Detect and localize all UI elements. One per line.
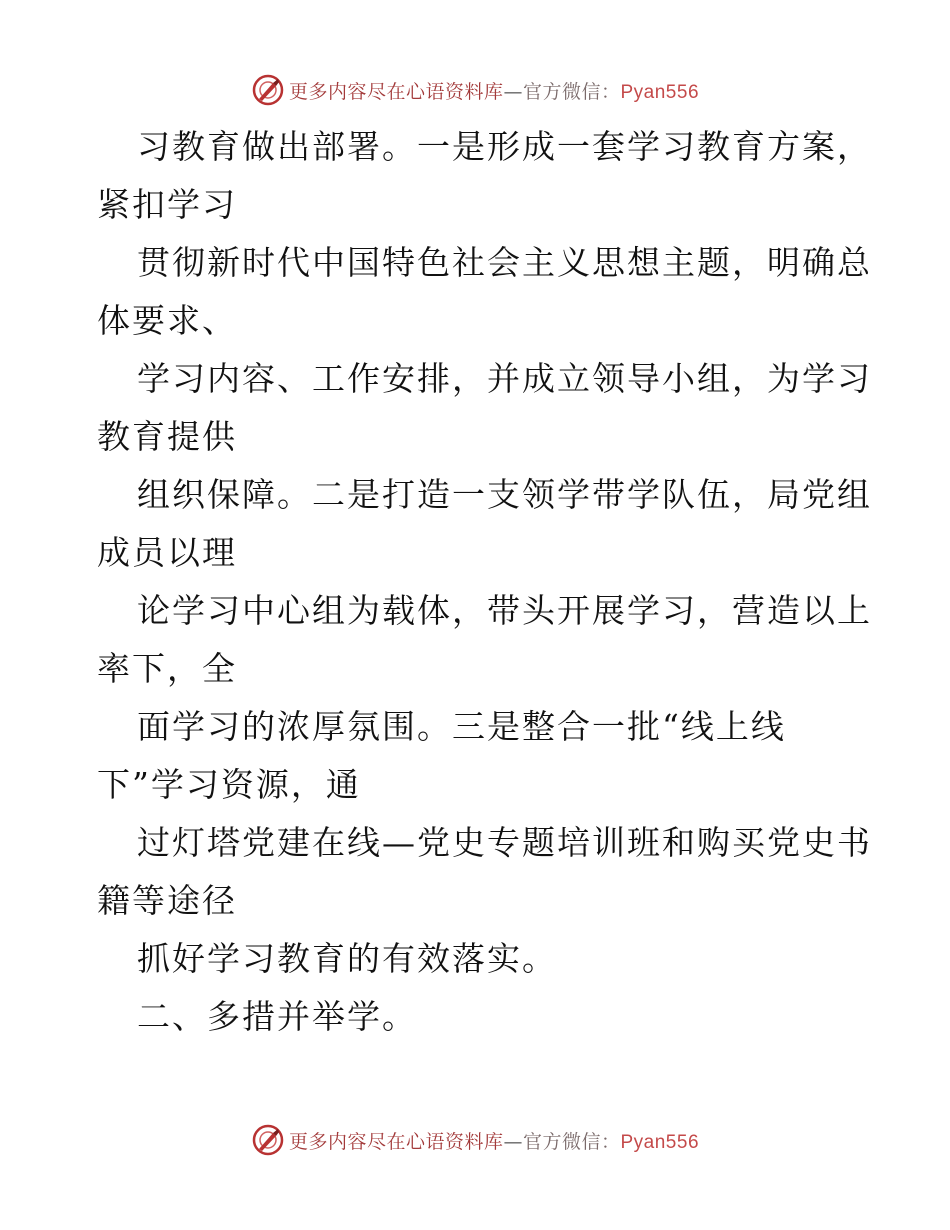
footer-banner	[0, 1120, 950, 1160]
paragraph-3	[97, 350, 872, 466]
paragraph-line: 率下，全	[97, 649, 237, 688]
header-wechat-id: Pyan556	[620, 81, 700, 103]
paragraph-line: 贯彻新时代中国特色社会主义思想主题，明确总	[137, 243, 872, 282]
paragraph-line: 论学习中心组为载体，带头开展学习，营造以上	[137, 591, 872, 630]
header-wechat-label: 官方微信：	[522, 80, 621, 103]
brand-logo-icon	[251, 1123, 285, 1157]
header-banner-dash: —	[503, 80, 523, 103]
paragraph-line: 籍等途径	[97, 881, 237, 920]
footer-wechat-label: 官方微信：	[522, 1130, 621, 1153]
paragraph-4	[97, 466, 872, 582]
header-banner	[0, 70, 950, 110]
paragraph-line: 紧扣学习	[97, 185, 237, 224]
paragraph-line: 成员以理	[97, 533, 237, 572]
paragraph-line: 学习内容、工作安排，并成立领导小组，为学习	[137, 359, 872, 398]
footer-banner-text	[289, 1127, 699, 1154]
paragraph-line: 教育提供	[97, 417, 237, 456]
document-body	[97, 118, 872, 1046]
paragraph-2	[97, 234, 872, 350]
paragraph-line: 组织保障。二是打造一支领学带学队伍，局党组	[137, 475, 872, 514]
footer-wechat-id: Pyan556	[620, 1131, 700, 1153]
header-banner-text	[289, 77, 699, 104]
paragraph-line: 体要求、	[97, 301, 237, 340]
footer-banner-title: 更多内容尽在心语资料库	[288, 1130, 504, 1153]
paragraph-6	[97, 698, 857, 814]
closing-line: 抓好学习教育的有效落实。	[137, 939, 557, 978]
section-heading: 二、多措并举学。	[137, 997, 417, 1036]
paragraph-1	[97, 118, 872, 234]
paragraph-line: 习教育做出部署。一是形成一套学习教育方案，	[137, 127, 872, 166]
paragraph-5	[97, 582, 872, 698]
header-banner-title: 更多内容尽在心语资料库	[288, 80, 504, 103]
paragraph-line: 过灯塔党建在线—党史专题培训班和购买党史书	[137, 823, 872, 862]
paragraph-line: 下”学习资源，通	[97, 765, 361, 804]
footer-banner-dash: —	[503, 1130, 523, 1153]
paragraph-7	[97, 814, 872, 930]
brand-logo-icon	[251, 73, 285, 107]
paragraph-line: 面学习的浓厚氛围。三是整合一批“线上线	[137, 707, 786, 746]
